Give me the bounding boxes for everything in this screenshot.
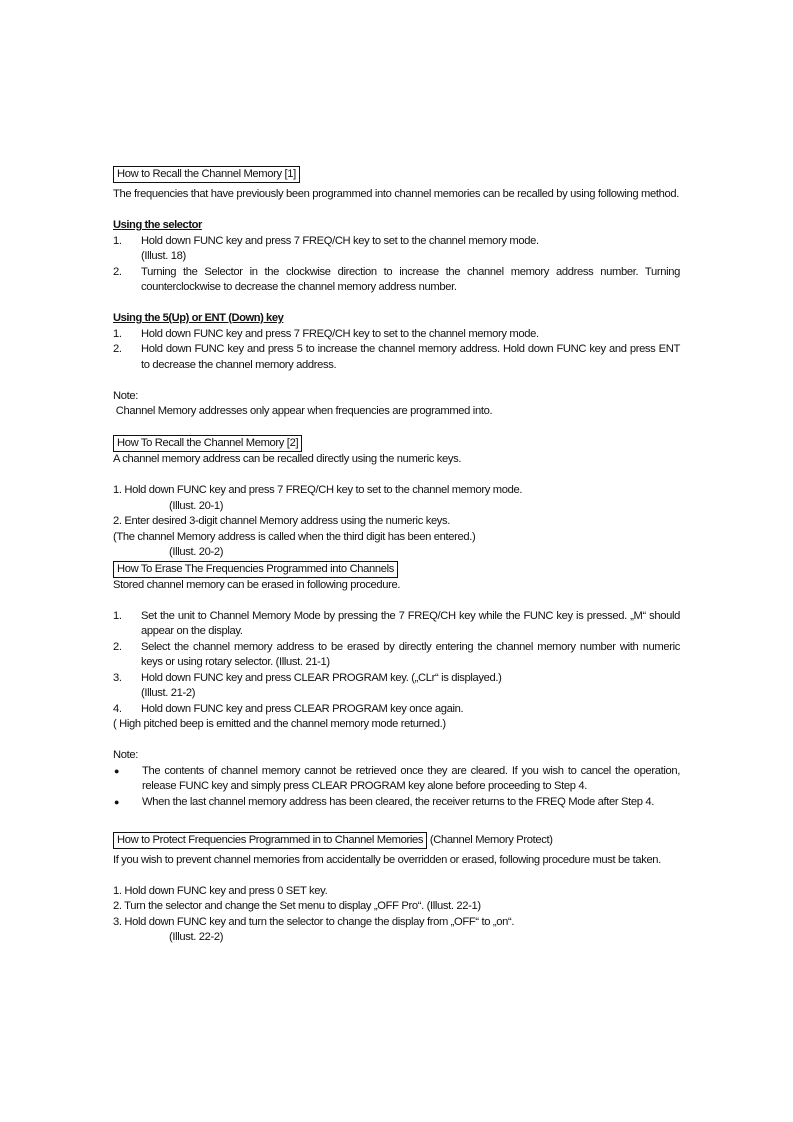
section-intro: If you wish to prevent channel memories from accidentally be overridden or erased, following procedure must be taken. — [113, 853, 661, 866]
bullet-item — [113, 795, 680, 811]
section-heading-suffix: (Channel Memory Protect) — [427, 833, 553, 846]
section-heading: How To Erase The Frequencies Programmed into Channels — [113, 561, 398, 578]
section-heading: How to Recall the Channel Memory [1] — [113, 166, 300, 183]
item-text: Turning the Selector in the clockwise direction to increase the channel memory address number. Turning counterclockwise to decrease the channel memory address number. — [141, 265, 680, 293]
item-number: 2. — [113, 265, 122, 278]
illustration-ref: (Illust. 18) — [141, 250, 186, 262]
item-text: Hold down FUNC key and press 7 FREQ/CH key to set to the channel memory mode. — [141, 327, 539, 340]
section-protect — [113, 832, 680, 946]
list-item — [113, 671, 680, 687]
subheading-keys: Using the 5(Up) or ENT (Down) key — [113, 312, 284, 324]
step-line: 1. Hold down FUNC key and press 0 SET key. — [113, 884, 328, 897]
item-number: 2. — [113, 640, 122, 653]
item-number: 4. — [113, 702, 122, 715]
list-item — [113, 327, 680, 343]
section-heading: How to Protect Frequencies Programmed in to Channel Memories — [113, 832, 427, 849]
item-text: Hold down FUNC key and press 7 FREQ/CH key to set to the channel memory mode. — [141, 234, 539, 247]
note-label: Note: — [113, 749, 138, 761]
item-number: 3. — [113, 671, 122, 684]
section-heading: How To Recall the Channel Memory [2] — [113, 435, 302, 452]
list-item — [113, 702, 680, 718]
section-intro: The frequencies that have previously been programmed into channel memories can be recalled by using following method. — [113, 188, 680, 200]
list-item — [113, 234, 680, 250]
bullet-icon: ● — [114, 796, 120, 807]
section-recall-1 — [113, 166, 680, 420]
item-text: Hold down FUNC key and press 5 to increase the channel memory address. Hold down FUNC key and press ENT to decrease the channel memory address. — [141, 343, 680, 371]
step-line: 2. Enter desired 3-digit channel Memory address using the numeric keys. — [113, 515, 451, 527]
section-intro: A channel memory address can be recalled directly using the numeric keys. — [113, 453, 462, 465]
section-intro: Stored channel memory can be erased in following procedure. — [113, 578, 401, 591]
item-text: Set the unit to Channel Memory Mode by pressing the 7 FREQ/CH key while the FUNC key is pressed. „M“ should appear on the display. — [141, 609, 680, 637]
section-erase — [113, 561, 680, 811]
note-text: Channel Memory addresses only appear when frequencies are programmed into. — [113, 405, 493, 417]
item-number: 1. — [113, 609, 122, 622]
item-text: Hold down FUNC key and press CLEAR PROGRAM key. („CLr“ is displayed.) — [141, 671, 502, 684]
bullet-icon: ● — [114, 765, 120, 776]
bullet-text: The contents of channel memory cannot be retrieved once they are cleared. If you wish to cancel the operation, release FUNC key and simply press CLEAR PROGRAM key alone before proceeding to Step 4. — [142, 764, 680, 792]
illustration-ref: (Illust. 20-2) — [169, 546, 224, 558]
section-recall-2 — [113, 435, 680, 561]
item-number: 1. — [113, 234, 122, 247]
list-item — [113, 342, 680, 373]
bullet-item — [113, 764, 680, 795]
bullet-text: When the last channel memory address has been cleared, the receiver returns to the FREQ Mode after Step 4. — [142, 795, 654, 808]
item-number: 1. — [113, 327, 122, 340]
note-label: Note: — [113, 389, 138, 402]
list-item — [113, 609, 680, 640]
list-item — [113, 640, 680, 671]
illustration-ref: (Illust. 20-1) — [169, 499, 224, 512]
step-line: 3. Hold down FUNC key and turn the selector to change the display from „OFF“ to „on“. — [113, 915, 515, 928]
illustration-ref: (Illust. 22-2) — [169, 931, 224, 943]
step-line: 2. Turn the selector and change the Set menu to display „OFF Pro“. (Illust. 22-1) — [113, 900, 481, 912]
step-line: 1. Hold down FUNC key and press 7 FREQ/CH key to set to the channel memory mode. — [113, 484, 523, 496]
list-item — [113, 265, 680, 296]
item-text: Select the channel memory address to be erased by directly entering the channel memory number with numeric keys or using rotary selector. (Illust. 21-1) — [141, 640, 680, 668]
subheading-selector: Using the selector — [113, 219, 202, 231]
item-number: 2. — [113, 343, 122, 355]
item-text: Hold down FUNC key and press CLEAR PROGRAM key once again. — [141, 702, 464, 715]
step-line: (The channel Memory address is called when the third digit has been entered.) — [113, 530, 476, 543]
illustration-ref: (Illust. 21-2) — [141, 687, 196, 699]
result-text: ( High pitched beep is emitted and the channel memory mode returned.) — [113, 718, 446, 730]
document-page — [113, 166, 680, 946]
